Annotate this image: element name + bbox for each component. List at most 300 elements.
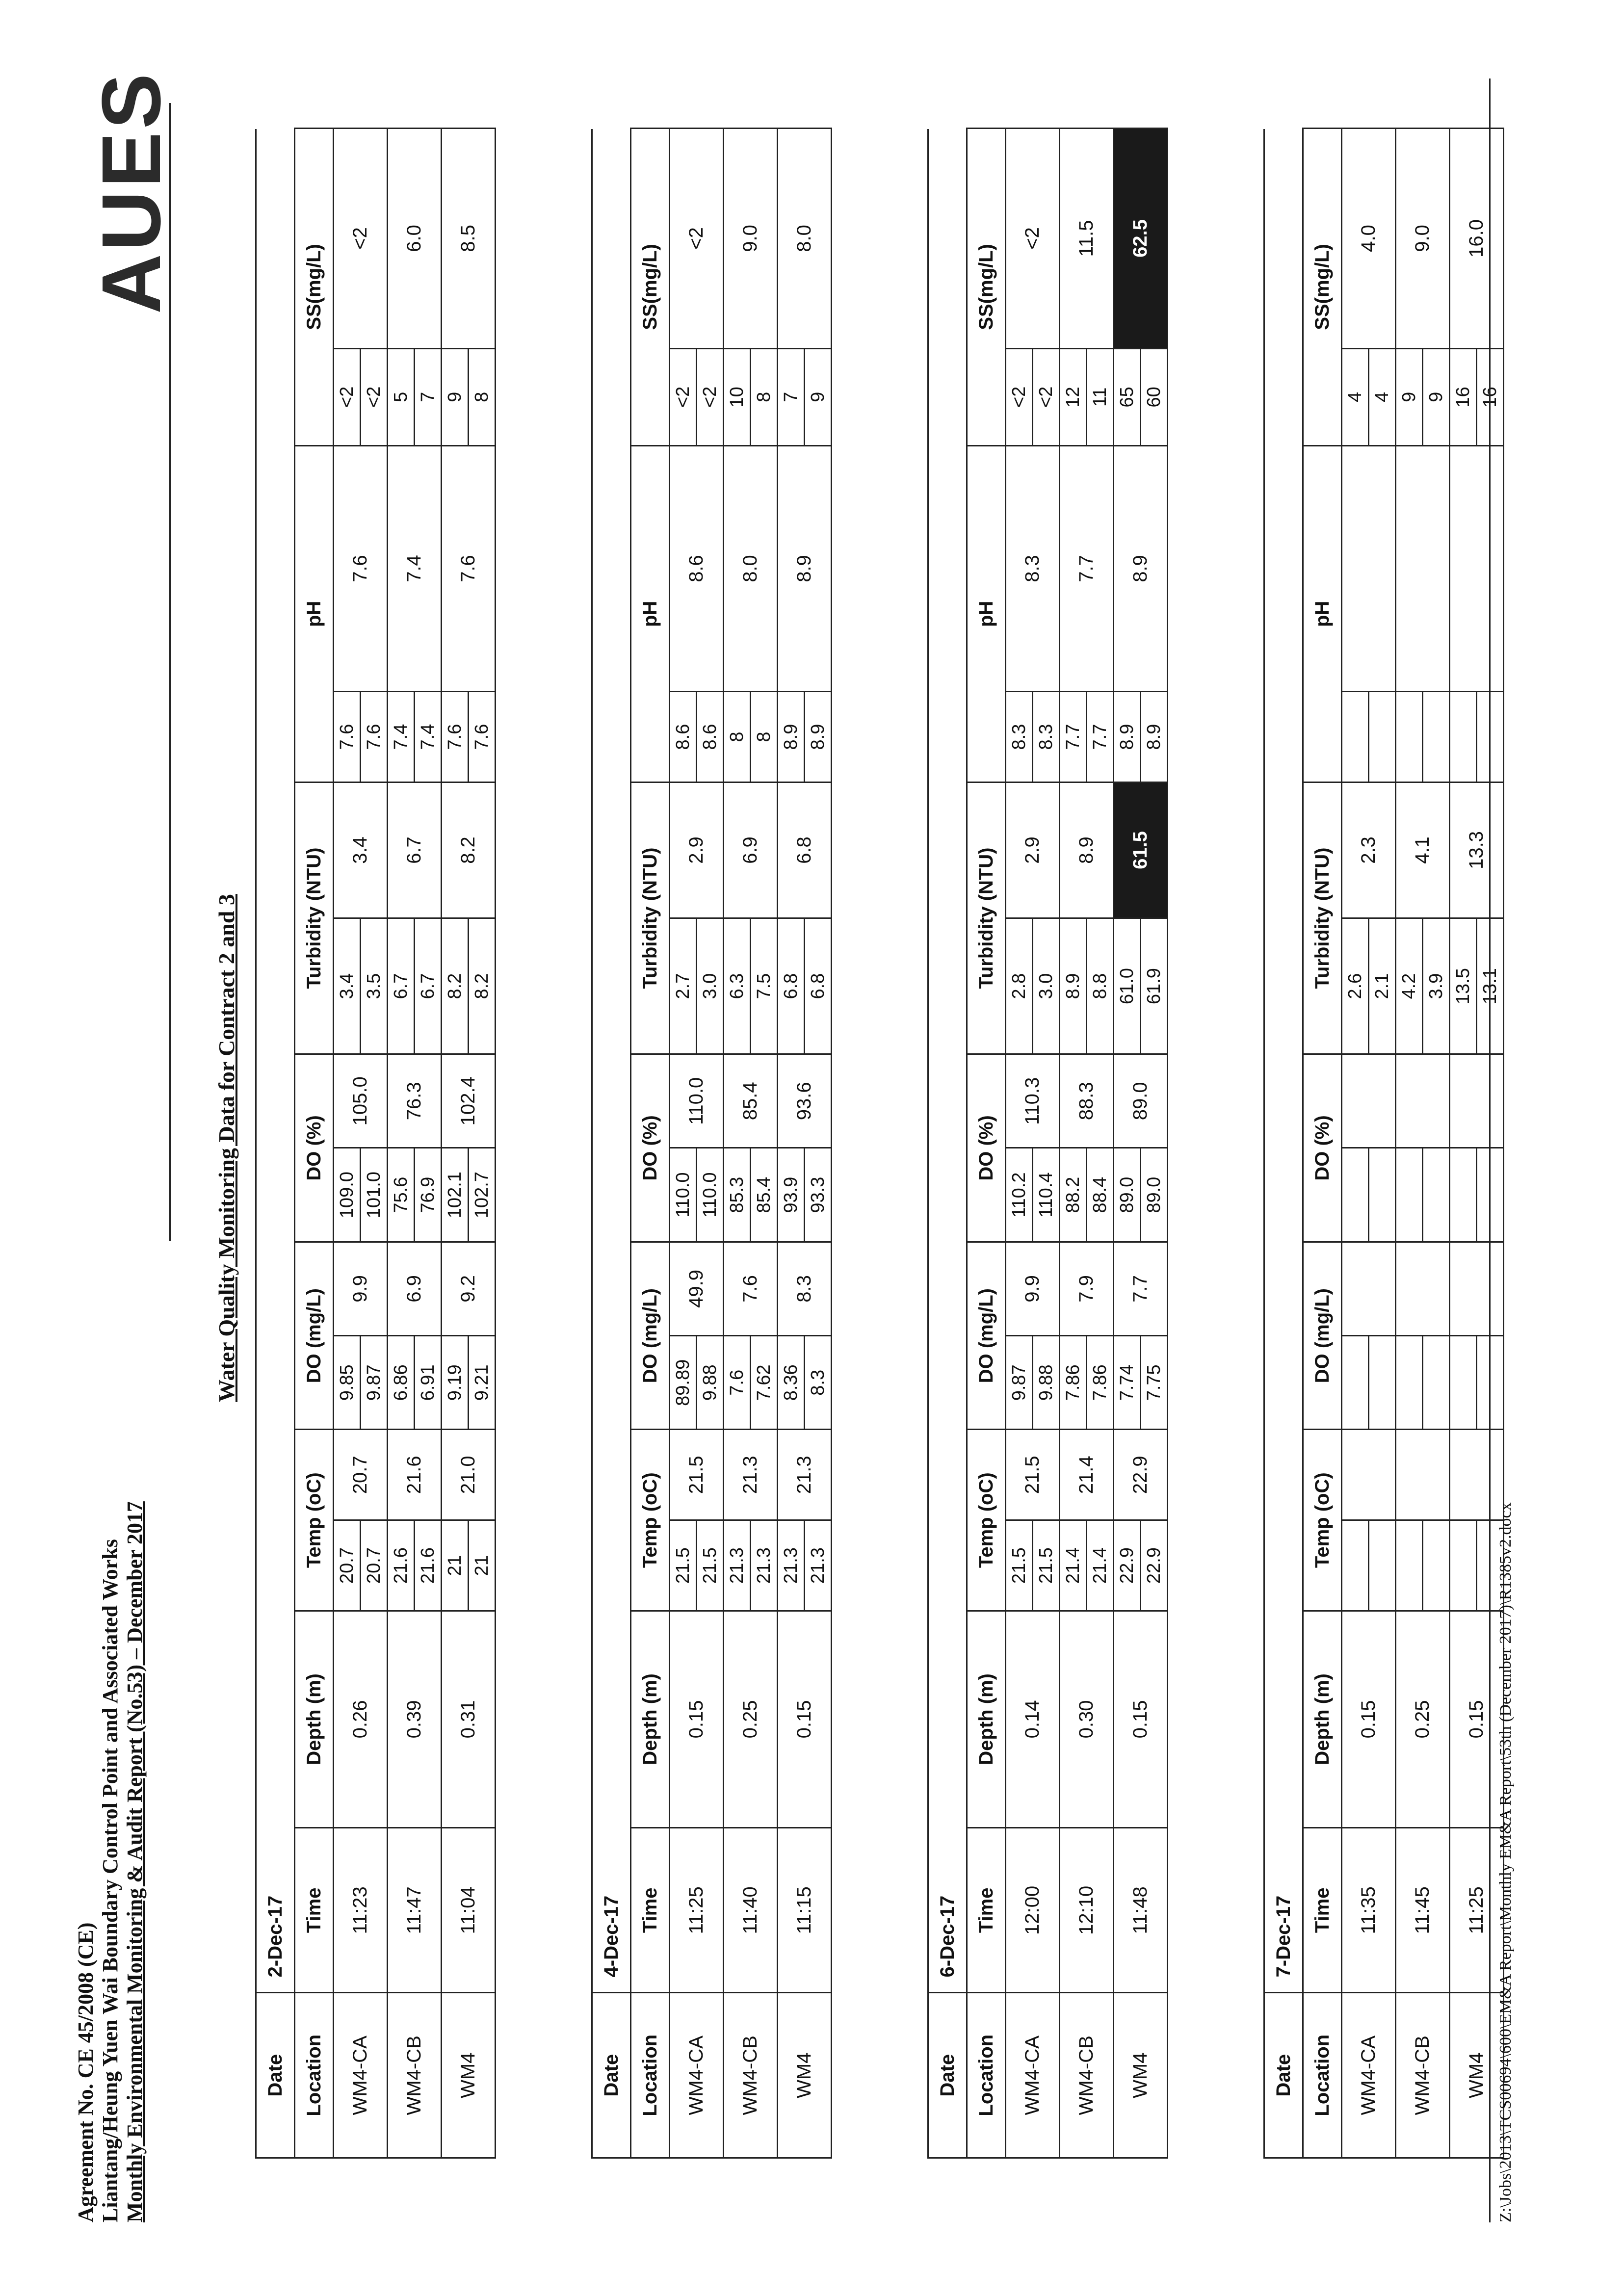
depth-header: Depth (m): [1303, 1611, 1342, 1827]
do-mg-average: [1342, 1242, 1396, 1335]
temp-average: 20.7: [334, 1430, 388, 1520]
turbidity-reading: 8.2: [442, 918, 469, 1054]
do-pct-average: 76.3: [388, 1054, 442, 1148]
ss-header: SS(mg/L): [295, 129, 334, 446]
do-pct-reading: 89.0: [1114, 1148, 1141, 1242]
ph-reading: 7.4: [388, 692, 415, 783]
document-header: [74, 1501, 147, 2222]
table-row: [1114, 129, 1141, 2158]
water-quality-table: [1263, 128, 1504, 2159]
temp-reading: 21: [442, 1520, 469, 1611]
temp-average: [1342, 1430, 1396, 1520]
location-cell: WM4: [1450, 1993, 1504, 2158]
ss-reading: 7: [415, 348, 442, 445]
ph-reading: 7.6: [361, 692, 388, 783]
do-mg-reading: 8.3: [805, 1336, 832, 1430]
do-pct-reading: 89.0: [1141, 1148, 1168, 1242]
location-header: Location: [1303, 1993, 1342, 2158]
time-cell: 11:15: [778, 1828, 832, 1993]
temp-reading: 21.5: [1033, 1520, 1060, 1611]
turbidity-reading: 3.4: [334, 918, 361, 1054]
depth-cell: 0.25: [724, 1611, 778, 1827]
table-row: [388, 129, 415, 2158]
ss-reading: 4: [1369, 348, 1396, 445]
turbidity-reading: 3.0: [1033, 918, 1060, 1054]
turbidity-header: Turbidity (NTU): [967, 782, 1006, 1054]
do-mg-reading: 9.19: [442, 1336, 469, 1430]
do-mg-reading: 7.62: [751, 1336, 778, 1430]
time-header: Time: [295, 1828, 334, 1993]
depth-cell: 0.39: [388, 1611, 442, 1827]
do-mg-average: 9.9: [1006, 1242, 1060, 1335]
water-quality-table: [591, 128, 832, 2159]
turbidity-average: 8.9: [1060, 782, 1114, 918]
water-quality-table: [927, 128, 1168, 2159]
location-header: Location: [967, 1993, 1006, 2158]
table-row: [334, 129, 361, 2158]
turbidity-header: Turbidity (NTU): [631, 782, 670, 1054]
do-pct-average: 110.0: [670, 1054, 724, 1148]
date-row: [256, 129, 295, 2158]
temp-reading: [1423, 1520, 1450, 1611]
turbidity-reading: 7.5: [751, 918, 778, 1054]
table-block: [255, 128, 496, 2159]
do-mg-average: [1450, 1242, 1504, 1335]
do-pct-reading: 110.2: [1006, 1148, 1033, 1242]
date-row: [928, 129, 967, 2158]
temp-header: Temp (oC): [631, 1430, 670, 1611]
do-pct-reading: [1342, 1148, 1369, 1242]
turbidity-reading: 3.9: [1423, 918, 1450, 1054]
do-mg-reading: [1423, 1336, 1450, 1430]
depth-header: Depth (m): [967, 1611, 1006, 1827]
temp-average: [1450, 1430, 1504, 1520]
time-cell: 11:35: [1342, 1828, 1396, 1993]
turbidity-reading: 8.8: [1087, 918, 1114, 1054]
table-row: [670, 129, 697, 2158]
ph-reading: 7.7: [1060, 692, 1087, 783]
turbidity-reading: 3.0: [697, 918, 724, 1054]
turbidity-reading: 3.5: [361, 918, 388, 1054]
do-pct-average: 85.4: [724, 1054, 778, 1148]
temp-reading: 21.3: [805, 1520, 832, 1611]
do-mg-header: DO (mg/L): [631, 1242, 670, 1430]
footer-rule: [1489, 78, 1491, 2222]
date-value: 7-Dec-17: [1264, 129, 1303, 1993]
do-mg-reading: 9.87: [1006, 1336, 1033, 1430]
ph-reading: 7.6: [469, 692, 496, 783]
ss-reading: 65: [1114, 348, 1141, 445]
ph-reading: [1450, 692, 1477, 783]
turbidity-average: 8.2: [442, 782, 496, 918]
temp-reading: [1450, 1520, 1477, 1611]
ss-reading: 9: [805, 348, 832, 445]
do-pct-average: [1342, 1054, 1396, 1148]
date-value: 2-Dec-17: [256, 129, 295, 1993]
ph-reading: 8.6: [670, 692, 697, 783]
time-cell: 11:25: [1450, 1828, 1504, 1993]
turbidity-average: 13.3: [1450, 782, 1504, 918]
table-row: [1396, 129, 1423, 2158]
ss-average: 9.0: [724, 129, 778, 349]
turbidity-reading: 6.8: [778, 918, 805, 1054]
ss-reading: <2: [361, 348, 388, 445]
do-mg-reading: 7.86: [1087, 1336, 1114, 1430]
temp-reading: 21.6: [415, 1520, 442, 1611]
ss-reading: 9: [442, 348, 469, 445]
do-pct-reading: 109.0: [334, 1148, 361, 1242]
date-label: Date: [592, 1993, 631, 2158]
temp-reading: [1369, 1520, 1396, 1611]
ss-average: 62.5: [1114, 129, 1168, 349]
ss-reading: 60: [1141, 348, 1168, 445]
do-pct-reading: 85.4: [751, 1148, 778, 1242]
do-mg-reading: 9.87: [361, 1336, 388, 1430]
turbidity-reading: 6.7: [388, 918, 415, 1054]
location-cell: WM4-CB: [1060, 1993, 1114, 2158]
temp-reading: 21.6: [388, 1520, 415, 1611]
turbidity-reading: 4.2: [1396, 918, 1423, 1054]
do-mg-reading: [1396, 1336, 1423, 1430]
temp-reading: 21: [469, 1520, 496, 1611]
ph-average: 8.6: [670, 445, 724, 691]
ss-reading: 16: [1477, 348, 1504, 445]
temp-reading: 21.3: [751, 1520, 778, 1611]
temp-reading: 22.9: [1114, 1520, 1141, 1611]
do-mg-reading: 7.74: [1114, 1336, 1141, 1430]
ph-average: 7.6: [334, 445, 388, 691]
do-mg-average: 49.9: [670, 1242, 724, 1335]
do-mg-reading: 8.36: [778, 1336, 805, 1430]
ph-average: [1450, 445, 1504, 691]
depth-cell: 0.15: [670, 1611, 724, 1827]
ss-reading: <2: [670, 348, 697, 445]
ss-average: <2: [670, 129, 724, 349]
do-pct-reading: 102.7: [469, 1148, 496, 1242]
temp-average: 21.5: [670, 1430, 724, 1520]
temp-average: 22.9: [1114, 1430, 1168, 1520]
do-pct-reading: [1423, 1148, 1450, 1242]
depth-cell: 0.15: [1114, 1611, 1168, 1827]
temp-header: Temp (oC): [1303, 1430, 1342, 1611]
depth-cell: 0.30: [1060, 1611, 1114, 1827]
table-block: [927, 128, 1168, 2159]
table-row: [1450, 129, 1477, 2158]
depth-cell: 0.31: [442, 1611, 496, 1827]
do-mg-reading: 89.89: [670, 1336, 697, 1430]
table-row: [1006, 129, 1033, 2158]
depth-cell: 0.15: [1450, 1611, 1504, 1827]
do-pct-reading: 88.2: [1060, 1148, 1087, 1242]
do-mg-reading: 9.88: [697, 1336, 724, 1430]
ph-reading: [1342, 692, 1369, 783]
do-mg-average: 7.9: [1060, 1242, 1114, 1335]
depth-cell: 0.15: [1342, 1611, 1396, 1827]
date-value: 4-Dec-17: [592, 129, 631, 1993]
do-pct-average: 102.4: [442, 1054, 496, 1148]
ss-reading: <2: [697, 348, 724, 445]
ss-header: SS(mg/L): [967, 129, 1006, 446]
do-pct-header: DO (%): [631, 1054, 670, 1242]
ss-reading: 10: [724, 348, 751, 445]
ph-reading: 8.9: [778, 692, 805, 783]
ph-reading: 7.6: [334, 692, 361, 783]
do-pct-reading: 93.3: [805, 1148, 832, 1242]
ph-header: pH: [631, 445, 670, 782]
ss-average: <2: [1006, 129, 1060, 349]
ss-reading: 4: [1342, 348, 1369, 445]
ph-reading: [1423, 692, 1450, 783]
ph-average: 8.9: [778, 445, 832, 691]
ph-header: pH: [1303, 445, 1342, 782]
header-row: [967, 129, 1006, 2158]
temp-reading: 20.7: [361, 1520, 388, 1611]
temp-average: [1396, 1430, 1450, 1520]
do-mg-average: 8.3: [778, 1242, 832, 1335]
temp-reading: 21.4: [1060, 1520, 1087, 1611]
do-mg-reading: 7.6: [724, 1336, 751, 1430]
ss-reading: 7: [778, 348, 805, 445]
depth-header: Depth (m): [631, 1611, 670, 1827]
header-row: [295, 129, 334, 2158]
date-value: 6-Dec-17: [928, 129, 967, 1993]
do-pct-reading: 75.6: [388, 1148, 415, 1242]
ph-header: pH: [295, 445, 334, 782]
do-mg-average: 7.7: [1114, 1242, 1168, 1335]
file-path-footer: Z:\Jobs\2013\TCS00694\600\EM&A Report\Monthly EM&A Report\53th (December 2017)\R1385v2.docx: [1496, 1502, 1515, 2222]
ph-reading: [1396, 692, 1423, 783]
location-cell: WM4: [1114, 1993, 1168, 2158]
do-pct-reading: 88.4: [1087, 1148, 1114, 1242]
header-row: [1303, 129, 1342, 2158]
do-mg-reading: 7.75: [1141, 1336, 1168, 1430]
ss-average: 4.0: [1342, 129, 1396, 349]
header-rule: [169, 103, 171, 1241]
ph-reading: 8.3: [1033, 692, 1060, 783]
table-block: [591, 128, 832, 2159]
turbidity-reading: 6.8: [805, 918, 832, 1054]
location-cell: WM4: [442, 1993, 496, 2158]
do-mg-average: 6.9: [388, 1242, 442, 1335]
turbidity-reading: 8.2: [469, 918, 496, 1054]
do-mg-reading: 9.21: [469, 1336, 496, 1430]
do-pct-reading: 76.9: [415, 1148, 442, 1242]
page-title: Water Quality Monitoring Data for Contract 2 and 3: [214, 894, 239, 1402]
turbidity-average: 6.8: [778, 782, 832, 918]
turbidity-header: Turbidity (NTU): [295, 782, 334, 1054]
ph-average: 8.3: [1006, 445, 1060, 691]
temp-reading: 21.5: [697, 1520, 724, 1611]
time-cell: 11:47: [388, 1828, 442, 1993]
temp-average: 21.6: [388, 1430, 442, 1520]
ss-header: SS(mg/L): [1303, 129, 1342, 446]
do-pct-average: 110.3: [1006, 1054, 1060, 1148]
date-row: [592, 129, 631, 2158]
time-cell: 12:10: [1060, 1828, 1114, 1993]
ph-header: pH: [967, 445, 1006, 782]
temp-reading: 22.9: [1141, 1520, 1168, 1611]
ss-reading: <2: [1006, 348, 1033, 445]
turbidity-reading: 2.1: [1369, 918, 1396, 1054]
depth-cell: 0.25: [1396, 1611, 1450, 1827]
ss-reading: 12: [1060, 348, 1087, 445]
turbidity-average: 6.9: [724, 782, 778, 918]
do-pct-reading: [1450, 1148, 1477, 1242]
location-cell: WM4: [778, 1993, 832, 2158]
temp-header: Temp (oC): [967, 1430, 1006, 1611]
ph-reading: 7.6: [442, 692, 469, 783]
report-line: Monthly Environmental Monitoring & Audit Report (No.53) – December 2017: [123, 1501, 147, 2222]
ss-average: 16.0: [1450, 129, 1504, 349]
do-pct-header: DO (%): [967, 1054, 1006, 1242]
ph-reading: [1369, 692, 1396, 783]
do-pct-header: DO (%): [295, 1054, 334, 1242]
ph-average: 7.4: [388, 445, 442, 691]
do-pct-header: DO (%): [1303, 1054, 1342, 1242]
do-pct-reading: 93.9: [778, 1148, 805, 1242]
do-pct-average: 89.0: [1114, 1054, 1168, 1148]
ph-average: [1342, 445, 1396, 691]
time-cell: 11:25: [670, 1828, 724, 1993]
ph-average: 7.6: [442, 445, 496, 691]
do-mg-reading: 7.86: [1060, 1336, 1087, 1430]
ss-average: 9.0: [1396, 129, 1450, 349]
ss-reading: 11: [1087, 348, 1114, 445]
table-block: [1263, 128, 1504, 2159]
turbidity-reading: 6.7: [415, 918, 442, 1054]
do-pct-reading: 101.0: [361, 1148, 388, 1242]
turbidity-reading: 61.9: [1141, 918, 1168, 1054]
ph-average: 8.9: [1114, 445, 1168, 691]
time-cell: 11:04: [442, 1828, 496, 1993]
do-mg-average: 7.6: [724, 1242, 778, 1335]
ss-reading: <2: [334, 348, 361, 445]
ss-reading: 16: [1450, 348, 1477, 445]
ss-average: 8.0: [778, 129, 832, 349]
do-mg-reading: 9.88: [1033, 1336, 1060, 1430]
depth-cell: 0.15: [778, 1611, 832, 1827]
time-header: Time: [1303, 1828, 1342, 1993]
temp-reading: 21.5: [670, 1520, 697, 1611]
turbidity-average: 2.3: [1342, 782, 1396, 918]
header-row: [631, 129, 670, 2158]
do-pct-reading: 110.0: [697, 1148, 724, 1242]
ss-reading: 8: [469, 348, 496, 445]
do-pct-average: [1450, 1054, 1504, 1148]
table-row: [1342, 129, 1369, 2158]
do-mg-reading: 9.85: [334, 1336, 361, 1430]
temp-average: 21.4: [1060, 1430, 1114, 1520]
ph-reading: 8.6: [697, 692, 724, 783]
table-row: [1060, 129, 1087, 2158]
turbidity-reading: 2.8: [1006, 918, 1033, 1054]
turbidity-reading: 6.3: [724, 918, 751, 1054]
water-quality-table: [255, 128, 496, 2159]
temp-reading: 21.3: [778, 1520, 805, 1611]
temp-average: 21.5: [1006, 1430, 1060, 1520]
turbidity-average: 61.5: [1114, 782, 1168, 918]
turbidity-reading: 13.5: [1450, 918, 1477, 1054]
do-mg-header: DO (mg/L): [295, 1242, 334, 1430]
location-cell: WM4-CB: [1396, 1993, 1450, 2158]
ph-average: [1396, 445, 1450, 691]
time-cell: 11:45: [1396, 1828, 1450, 1993]
do-pct-reading: 102.1: [442, 1148, 469, 1242]
date-label: Date: [256, 1993, 295, 2158]
temp-reading: 20.7: [334, 1520, 361, 1611]
temp-average: 21.0: [442, 1430, 496, 1520]
turbidity-reading: 13.1: [1477, 918, 1504, 1054]
ph-reading: 7.4: [415, 692, 442, 783]
ss-reading: 5: [388, 348, 415, 445]
temp-reading: 21.5: [1006, 1520, 1033, 1611]
do-mg-header: DO (mg/L): [1303, 1242, 1342, 1430]
do-pct-reading: 110.4: [1033, 1148, 1060, 1242]
table-row: [724, 129, 751, 2158]
temp-reading: 21.4: [1087, 1520, 1114, 1611]
do-mg-reading: [1450, 1336, 1477, 1430]
do-mg-header: DO (mg/L): [967, 1242, 1006, 1430]
do-pct-reading: [1369, 1148, 1396, 1242]
location-header: Location: [631, 1993, 670, 2158]
turbidity-reading: 8.9: [1060, 918, 1087, 1054]
do-pct-average: 88.3: [1060, 1054, 1114, 1148]
ss-reading: 9: [1396, 348, 1423, 445]
temp-reading: [1342, 1520, 1369, 1611]
turbidity-header: Turbidity (NTU): [1303, 782, 1342, 1054]
time-cell: 12:00: [1006, 1828, 1060, 1993]
turbidity-average: 2.9: [670, 782, 724, 918]
ss-reading: 9: [1423, 348, 1450, 445]
time-header: Time: [631, 1828, 670, 1993]
date-label: Date: [1264, 1993, 1303, 2158]
turbidity-average: 3.4: [334, 782, 388, 918]
depth-cell: 0.26: [334, 1611, 388, 1827]
do-pct-reading: [1396, 1148, 1423, 1242]
project-line: Liantang/Heung Yuen Wai Boundary Control Point and Associated Works: [98, 1539, 122, 2222]
ph-average: 7.7: [1060, 445, 1114, 691]
temp-average: 21.3: [778, 1430, 832, 1520]
time-cell: 11:48: [1114, 1828, 1168, 1993]
ss-reading: <2: [1033, 348, 1060, 445]
temp-reading: 21.3: [724, 1520, 751, 1611]
ph-reading: 7.7: [1087, 692, 1114, 783]
date-label: Date: [928, 1993, 967, 2158]
table-row: [442, 129, 469, 2158]
ss-reading: 8: [751, 348, 778, 445]
do-mg-reading: 6.91: [415, 1336, 442, 1430]
ph-reading: 8.9: [1114, 692, 1141, 783]
do-mg-reading: 6.86: [388, 1336, 415, 1430]
ss-header: SS(mg/L): [631, 129, 670, 446]
table-row: [778, 129, 805, 2158]
do-mg-reading: [1342, 1336, 1369, 1430]
ph-reading: 8.3: [1006, 692, 1033, 783]
ss-average: 6.0: [388, 129, 442, 349]
location-cell: WM4-CA: [334, 1993, 388, 2158]
turbidity-average: 4.1: [1396, 782, 1450, 918]
company-logo: AUES: [85, 70, 178, 314]
do-pct-average: 105.0: [334, 1054, 388, 1148]
do-mg-reading: [1369, 1336, 1396, 1430]
do-mg-average: 9.2: [442, 1242, 496, 1335]
location-cell: WM4-CB: [388, 1993, 442, 2158]
location-cell: WM4-CB: [724, 1993, 778, 2158]
location-cell: WM4-CA: [1342, 1993, 1396, 2158]
location-header: Location: [295, 1993, 334, 2158]
depth-header: Depth (m): [295, 1611, 334, 1827]
do-pct-reading: 110.0: [670, 1148, 697, 1242]
